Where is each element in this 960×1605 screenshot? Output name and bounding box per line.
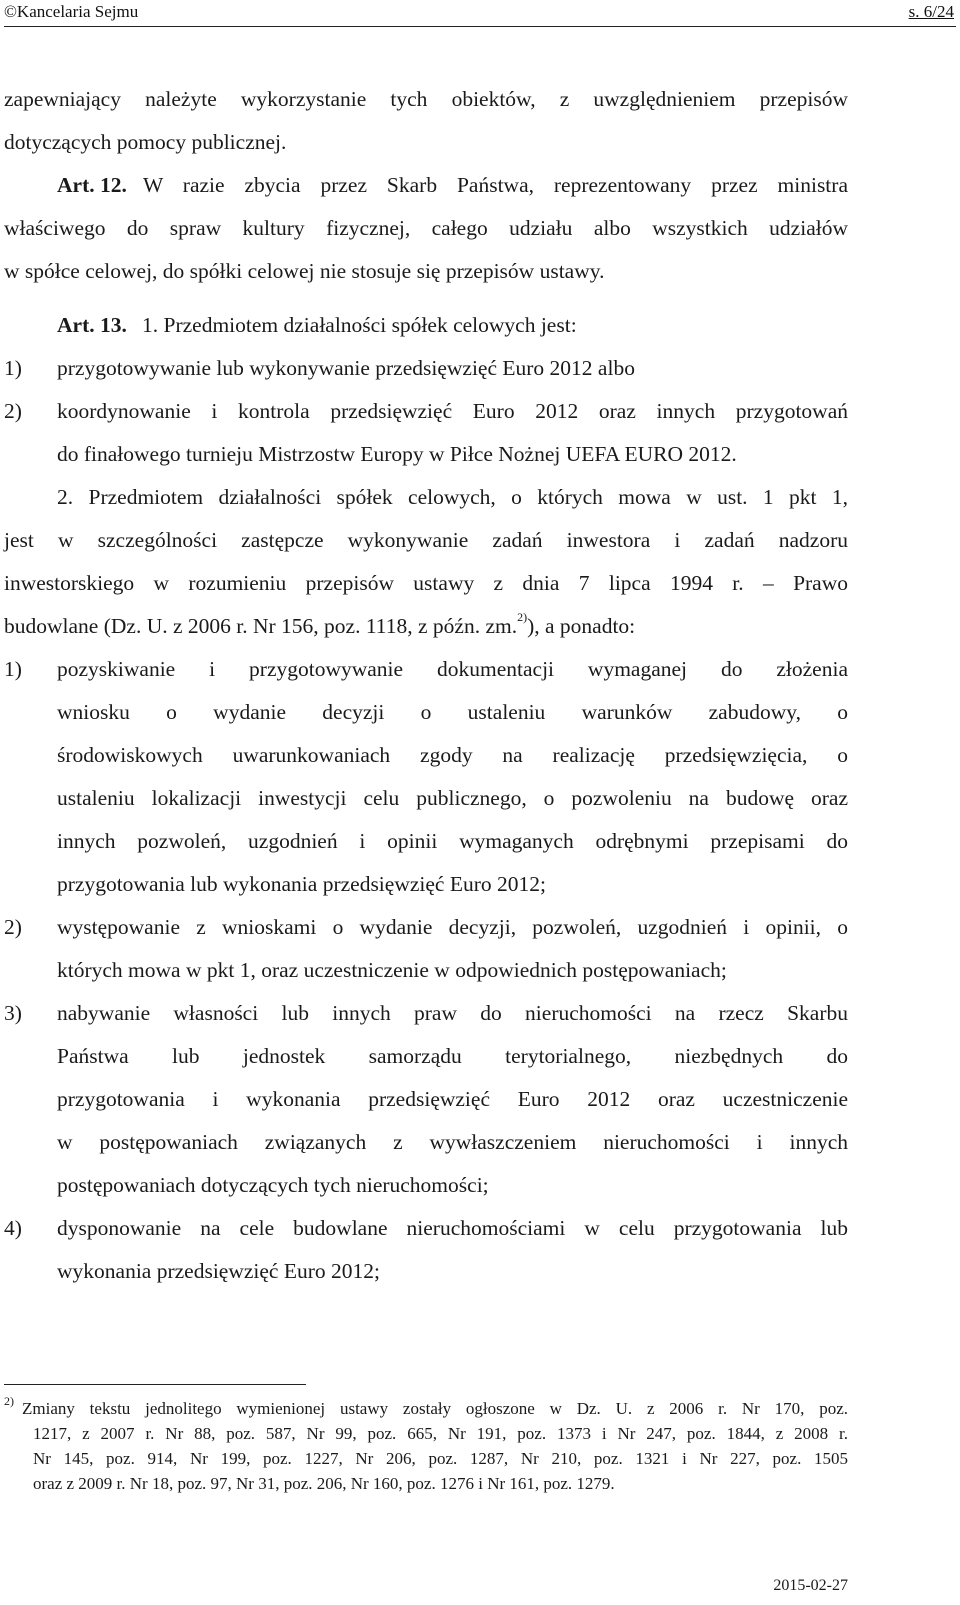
- footnote-marker: 2): [4, 1394, 14, 1408]
- text-line: których mowa w pkt 1, oraz uczestniczenie w odpowiednich postępowaniach;: [57, 958, 727, 982]
- text-line: postępowaniach dotyczących tych nieruchomości;: [57, 1173, 489, 1197]
- document-date: 2015-02-27: [773, 1577, 848, 1594]
- text-line: występowanie z wnioskami o wydanie decyzji, pozwoleń, uzgodnień i opinii, o: [57, 915, 848, 939]
- list-number: 1): [4, 356, 22, 380]
- article-number: Art. 13.: [57, 313, 127, 337]
- text-line: do finałowego turnieju Mistrzostw Europy w Piłce Nożnej UEFA EURO 2012.: [57, 442, 737, 466]
- footnote-divider: [4, 1384, 306, 1385]
- text-line: wykonania przedsięwzięć Euro 2012;: [57, 1259, 380, 1283]
- text-line: nabywanie własności lub innych praw do nieruchomości na rzecz Skarbu: [57, 1001, 848, 1025]
- article-number: Art. 12.: [57, 173, 127, 197]
- text-line: przygotowania lub wykonania przedsięwzięć Euro 2012;: [57, 872, 546, 896]
- text-line: innych pozwoleń, uzgodnień i opinii wymaganych odrębnymi przepisami do: [57, 829, 848, 853]
- text-line: zapewniający należyte wykorzystanie tych obiektów, z uwzględnieniem przepisów: [4, 87, 848, 111]
- text-line: dysponowanie na cele budowlane nieruchomościami w celu przygotowania lub: [57, 1216, 848, 1240]
- text-line: 2. Przedmiotem działalności spółek celowych, o których mowa w ust. 1 pkt 1,: [57, 485, 848, 509]
- footnote-line: oraz z 2009 r. Nr 18, poz. 97, Nr 31, poz. 206, Nr 160, poz. 1276 i Nr 161, poz. 1279.: [33, 1474, 615, 1493]
- footnote-reference: 2): [517, 610, 528, 624]
- text-line: dotyczących pomocy publicznej.: [4, 130, 287, 154]
- text-line: inwestorskiego w rozumieniu przepisów ustawy z dnia 7 lipca 1994 r. – Prawo: [4, 571, 848, 595]
- list-number: 3): [4, 1001, 22, 1025]
- list-number: 2): [4, 915, 22, 939]
- footnote-line: Zmiany tekstu jednolitego wymienionej ustawy zostały ogłoszone w Dz. U. z 2006 r. Nr 170, poz.: [22, 1399, 848, 1418]
- text-line: środowiskowych uwarunkowaniach zgody na realizację przedsięwzięcia, o: [57, 743, 848, 767]
- text-line: wniosku o wydanie decyzji o ustaleniu warunków zabudowy, o: [57, 700, 848, 724]
- text-line: przygotowywanie lub wykonywanie przedsięwzięć Euro 2012 albo: [57, 356, 635, 380]
- text-line: [4, 610, 636, 639]
- text-line: w spółce celowej, do spółki celowej nie stosuje się przepisów ustawy.: [4, 259, 605, 283]
- list-number: 1): [4, 657, 22, 681]
- text-segment: budowlane (Dz. U. z 2006 r. Nr 156, poz. 1118, z późn. zm.: [4, 614, 518, 638]
- footnote-line: Nr 145, poz. 914, Nr 199, poz. 1227, Nr 206, poz. 1287, Nr 210, poz. 1321 i Nr 227, poz. 1505: [33, 1449, 848, 1468]
- page-number: s. 6/24: [908, 2, 954, 21]
- text-line: W razie zbycia przez Skarb Państwa, reprezentowany przez ministra: [143, 173, 848, 197]
- text-line: pozyskiwanie i przygotowywanie dokumentacji wymaganej do złożenia: [57, 657, 848, 681]
- text-line: ustaleniu lokalizacji inwestycji celu publicznego, o pozwoleniu na budowę oraz: [57, 786, 848, 810]
- list-number: 4): [4, 1216, 22, 1240]
- list-number: 2): [4, 399, 22, 423]
- text-line: w postępowaniach związanych z wywłaszczeniem nieruchomości i innych: [57, 1130, 848, 1154]
- text-line: koordynowanie i kontrola przedsięwzięć Euro 2012 oraz innych przygotowań: [57, 399, 848, 423]
- text-line: 1. Przedmiotem działalności spółek celowych jest:: [142, 313, 577, 337]
- text-segment: ), a ponadto:: [527, 614, 636, 638]
- text-line: przygotowania i wykonania przedsięwzięć Euro 2012 oraz uczestniczenie: [57, 1087, 848, 1111]
- footnote-line: 1217, z 2007 r. Nr 88, poz. 587, Nr 99, poz. 665, Nr 191, poz. 1373 i Nr 247, poz. 1844, z 2008 r.: [33, 1424, 848, 1443]
- header-divider: [4, 26, 956, 27]
- text-line: jest w szczególności zastępcze wykonywanie zadań inwestora i zadań nadzoru: [4, 528, 848, 552]
- text-line: właściwego do spraw kultury fizycznej, całego udziału albo wszystkich udziałów: [4, 216, 848, 240]
- publisher-label: ©Kancelaria Sejmu: [4, 2, 139, 21]
- text-line: Państwa lub jednostek samorządu terytorialnego, niezbędnych do: [57, 1044, 848, 1068]
